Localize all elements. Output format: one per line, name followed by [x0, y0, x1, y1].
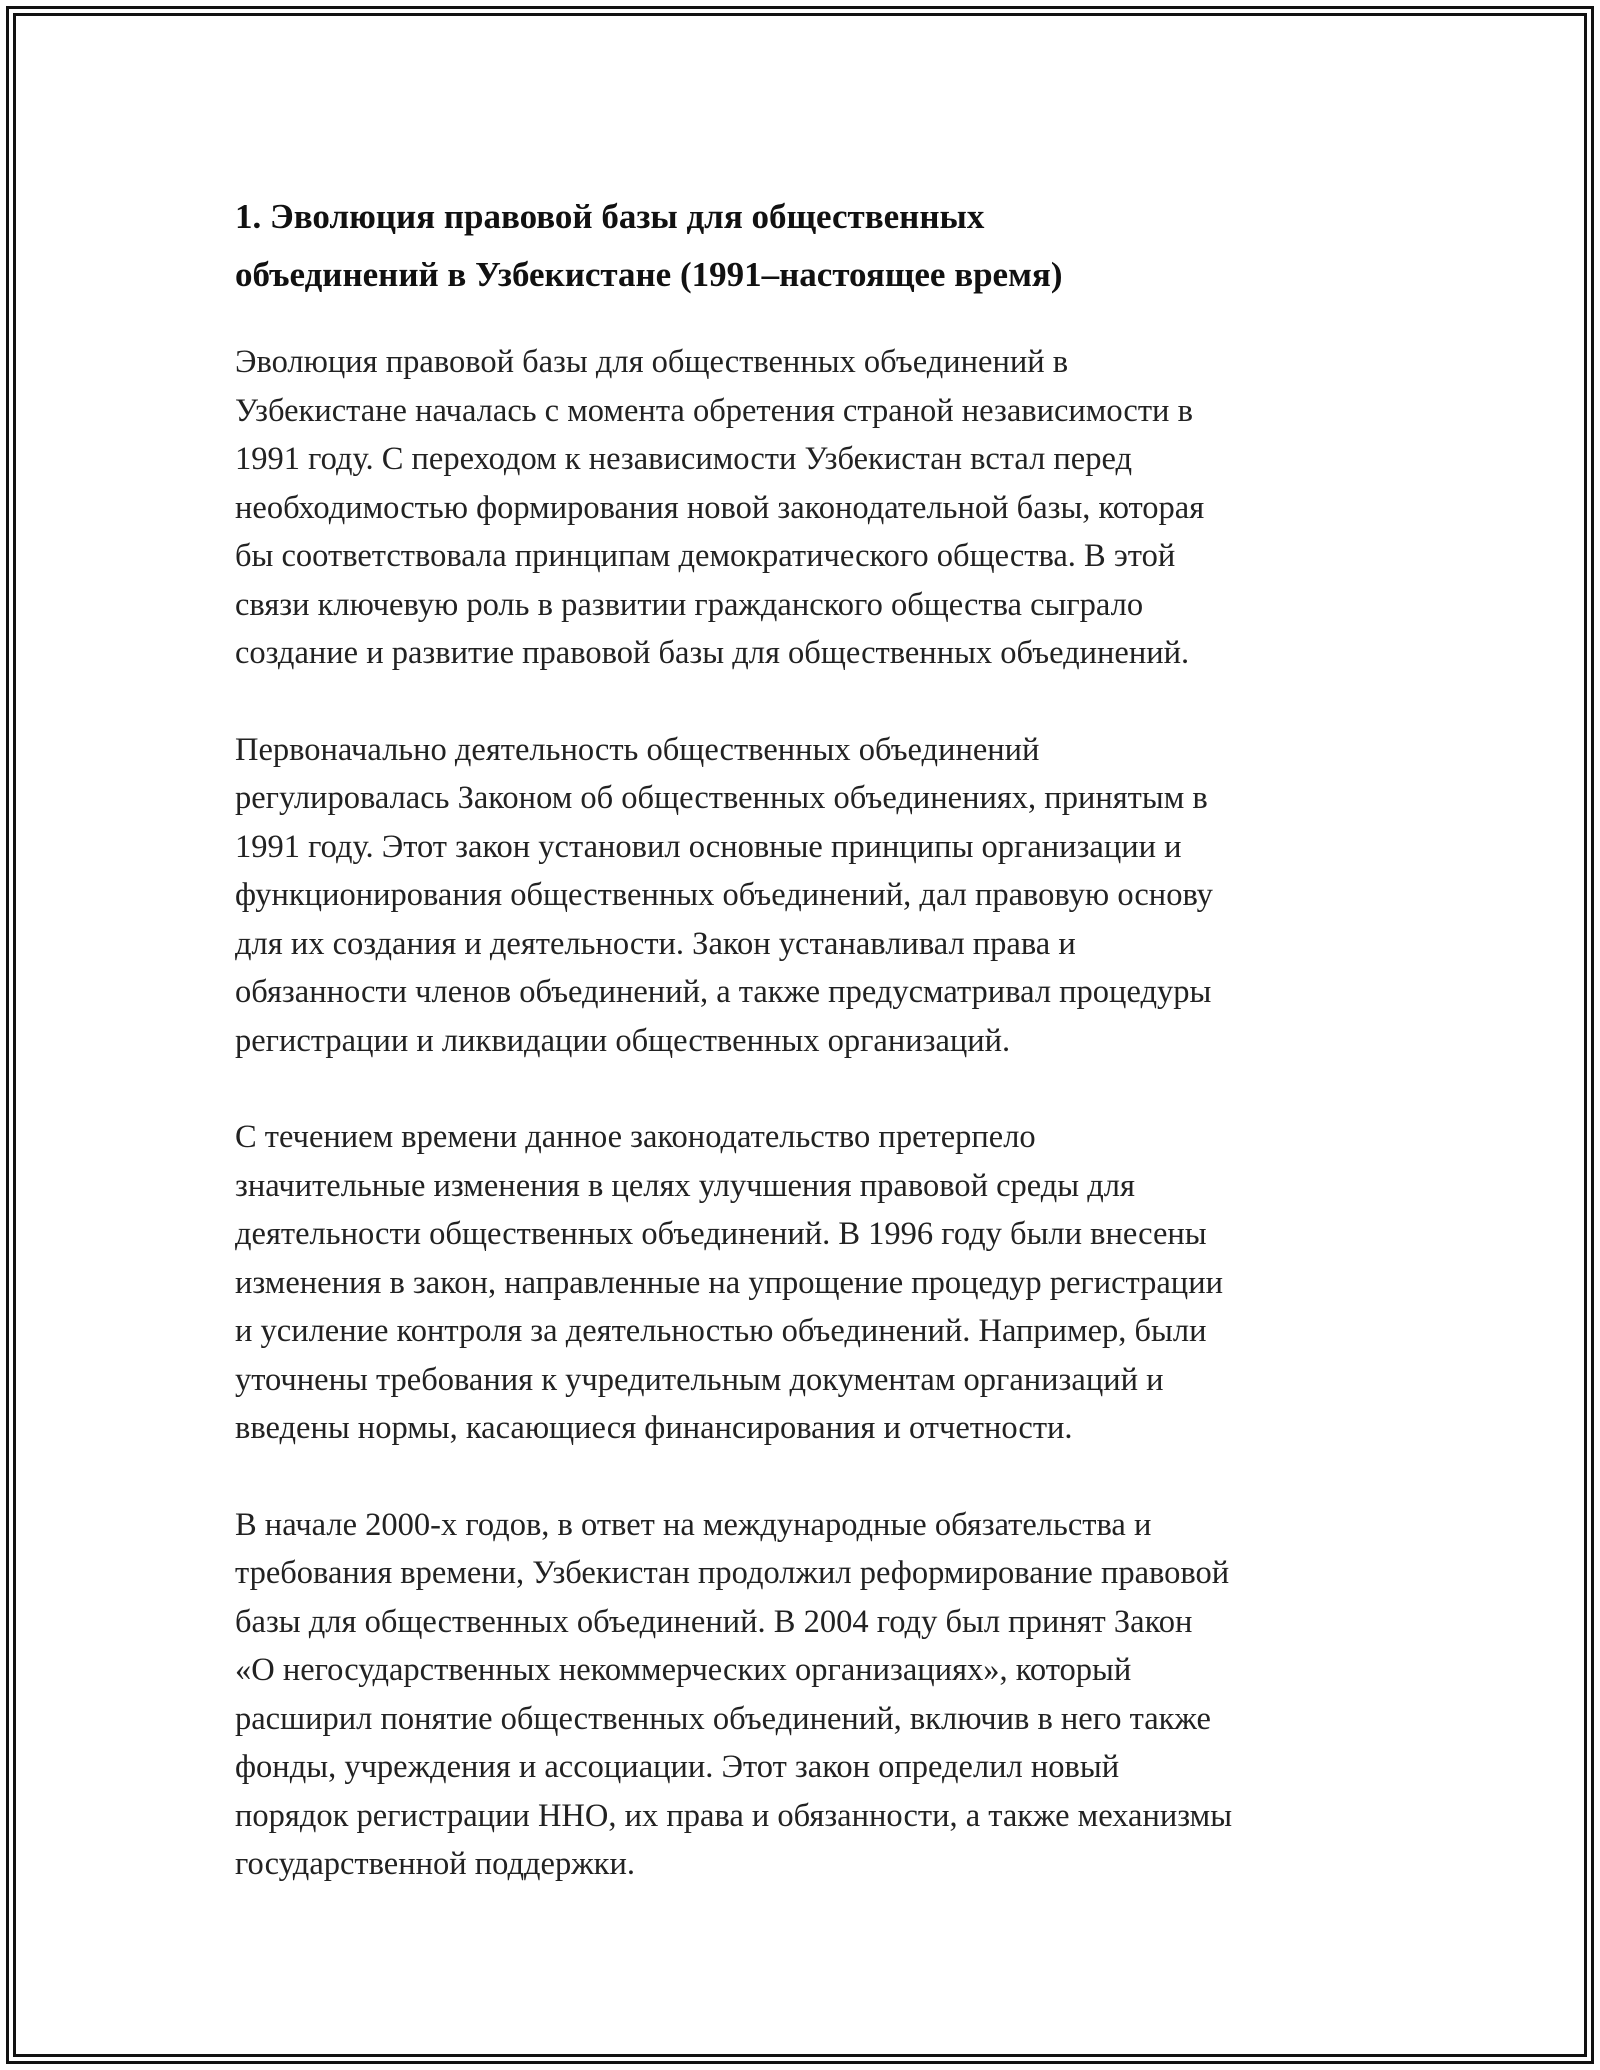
- section-title: 1. Эволюция правовой базы для общественных объединений в Узбекистане (1991–настоящее время): [235, 197, 1063, 294]
- document-body: [235, 188, 1375, 1937]
- paragraph-2: Первоначально деятельность общественных объединений регулировалась Законом об общественных объединениях, принятым в 1991 году. Этот закон установил основные принципы организации и функционирования общественных объединений, дал правовую основу для их создания и деятельности. Закон устанавливал права и обязанности членов объединений, а также предусматривал процедуры регистрации и ликвидации общественных организаций.: [235, 731, 1213, 1059]
- paragraph-4: В начале 2000-х годов, в ответ на международные обязательства и требования времени, Узбекистан продолжил реформирование правовой базы для общественных объединений. В 2004 году был принят Закон «О негосударственных некоммерческих организациях», который расширил понятие общественных объединений, включив в него также фонды, учреждения и ассоциации. Этот закон определил новый порядок регистрации ННО, их права и обязанности, а также механизмы государственной поддержки.: [235, 1506, 1233, 1882]
- paragraph-1: Эволюция правовой базы для общественных объединений в Узбекистане началась с момента обретения страной независимости в 1991 году. С переходом к независимости Узбекистан встал перед необходимостью формирования новой законодательной базы, которая бы соответствовала принципам демократического общества. В этой связи ключевую роль в развитии гражданского общества сыграло создание и развитие правовой базы для общественных объединений.: [235, 344, 1205, 671]
- paragraph-3: С течением времени данное законодательство претерпело значительные изменения в целях улучшения правовой среды для деятельности общественных объединений. В 1996 году были внесены изменения в закон, направленные на упрощение процедур регистрации и усиление контроля за деятельностью объединений. Например, были уточнены требования к учредительным документам организаций и введены нормы, касающиеся финансирования и отчетности.: [235, 1119, 1223, 1446]
